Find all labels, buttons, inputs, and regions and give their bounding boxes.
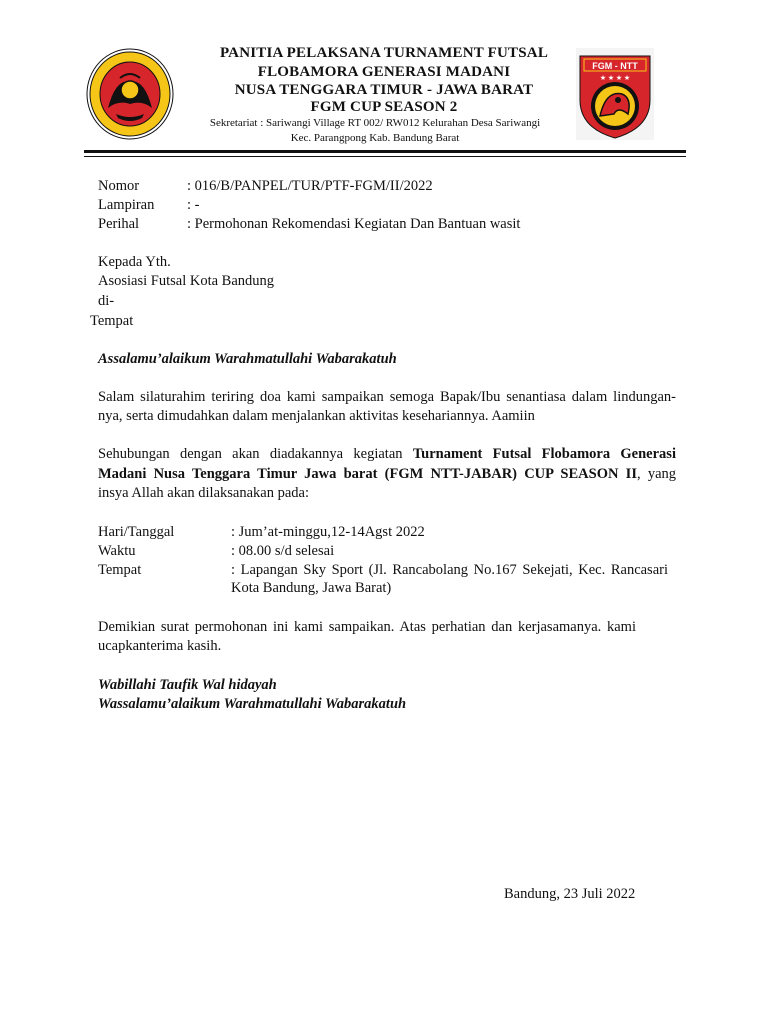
recipient-line-4: Tempat xyxy=(90,313,134,329)
time-value: : 08.00 s/d selesai xyxy=(231,543,335,559)
header-divider-thin xyxy=(84,156,686,157)
header-divider-thick xyxy=(84,150,686,153)
date-value: : Jum’at-minggu,12-14Agst 2022 xyxy=(231,524,425,540)
para1-line-2: nya, serta dimudahkan dalam menjalankan aktivitas kesehariannya. Aamiin xyxy=(98,408,535,424)
nomor-value: : 016/B/PANPEL/TUR/PTF-FGM/II/2022 xyxy=(187,178,433,194)
greeting: Assalamu’alaikum Warahmatullahi Wabarakatuh xyxy=(98,351,397,367)
closing-line-1: Demikian surat permohonan ini kami sampaikan. Atas perhatian dan kerjasamanya. kami xyxy=(98,619,636,635)
header-line-4: FGM CUP SEASON 2 xyxy=(310,99,458,115)
header-line-3: NUSA TENGGARA TIMUR - JAWA BARAT xyxy=(234,82,534,98)
header-line-2: FLOBAMORA GENERASI MADANI xyxy=(257,64,511,80)
nomor-label: Nomor xyxy=(98,178,140,194)
recipient-line-3: di- xyxy=(98,293,115,309)
time-label: Waktu xyxy=(98,543,136,559)
recipient-line-2: Asosiasi Futsal Kota Bandung xyxy=(98,273,275,289)
lampiran-value: : - xyxy=(187,197,200,213)
secretariat-line-1: Sekretariat : Sariwangi Village RT 002/ RW012 Kelurahan Desa Sariwangi xyxy=(209,117,541,129)
para1-line-1: Salam silaturahim teriring doa kami sampaikan semoga Bapak/Ibu senantiasa dalam lindungan- xyxy=(98,389,676,405)
place-value-1: : Lapangan Sky Sport (Jl. Rancabolang No.167 Sekejati, Kec. Rancasari xyxy=(231,562,668,578)
para2-event-name-a: Turnament Futsal Flobamora Generasi xyxy=(412,446,676,462)
para2-text-c: , yang xyxy=(636,466,676,482)
para2-line-3: insya Allah akan dilaksanakan pada: xyxy=(98,485,309,501)
right-logo-banner-text: FGM - NTT xyxy=(592,61,638,71)
place-date: Bandung, 23 Juli 2022 xyxy=(504,886,636,902)
sign-off-2: Wassalamu’alaikum Warahmatullahi Wabarakatuh xyxy=(98,696,407,712)
place-label: Tempat xyxy=(98,562,142,578)
para2-text-a: Sehubungan dengan akan diadakannya kegiatan xyxy=(98,446,413,462)
header-line-1: PANITIA PELAKSANA TURNAMENT FUTSAL xyxy=(219,45,549,61)
perihal-value: : Permohonan Rekomendasi Kegiatan Dan Bantuan wasit xyxy=(187,216,521,232)
place-value-2: Kota Bandung, Jawa Barat) xyxy=(231,580,392,596)
perihal-label: Perihal xyxy=(98,216,140,232)
para2-event-name-b: Madani Nusa Tenggara Timur Jawa barat (FGM NTT-JABAR) CUP SEASON II xyxy=(98,466,637,482)
sign-off-1: Wabillahi Taufik Wal hidayah xyxy=(98,677,277,693)
recipient-line-1: Kepada Yth. xyxy=(98,254,171,270)
svg-text:★ ★ ★ ★: ★ ★ ★ ★ xyxy=(599,74,631,82)
para2-line-2 xyxy=(98,466,676,483)
lampiran-label: Lampiran xyxy=(98,197,155,213)
secretariat-line-2: Kec. Parangpong Kab. Bandung Barat xyxy=(290,132,460,144)
closing-line-2: ucapkanterima kasih. xyxy=(98,638,222,654)
para2-line-1 xyxy=(98,446,676,463)
date-label: Hari/Tanggal xyxy=(98,524,175,540)
